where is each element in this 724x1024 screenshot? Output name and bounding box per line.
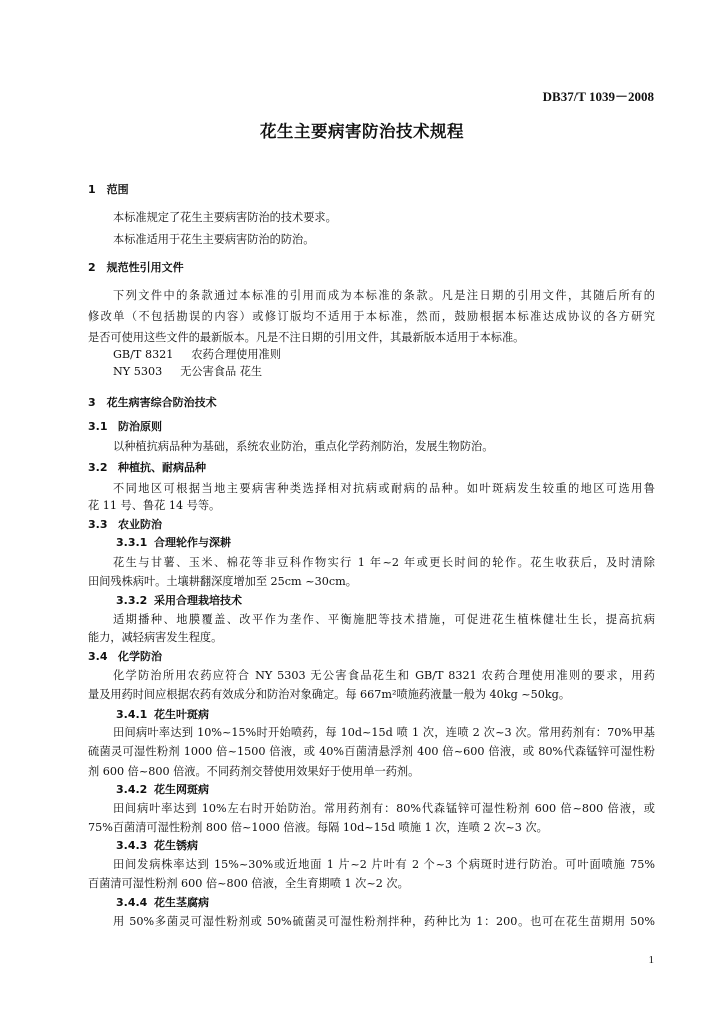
clause-title: 合理轮作与深耕 xyxy=(154,536,231,549)
standard-number: DB37/T 1039－2008 xyxy=(542,89,654,104)
subsection-number: 3.1 xyxy=(88,420,108,433)
section-heading-scope: 1 范围 xyxy=(88,183,129,196)
paragraph-line: 能力，减轻病害发生程度。 xyxy=(88,631,223,644)
paragraph-line: 田间发病株率达到 15%~30%或近地面 1 片~2 片叶有 2 个~3 个病斑时进行防治。可叶面喷施 75% xyxy=(113,858,655,871)
paragraph-line: 百菌清可湿性粉剂 600 倍~800 倍液，全生育期喷 1 次~2 次。 xyxy=(88,877,409,890)
paragraph-line: 本标准规定了花生主要病害防治的技术要求。 xyxy=(113,211,337,224)
clause-title: 花生叶斑病 xyxy=(154,708,209,721)
section-heading-techniques: 3 花生病害综合防治技术 xyxy=(88,396,217,409)
subsection-heading xyxy=(88,518,162,532)
subsection-number: 3.4 xyxy=(88,650,108,663)
clause-heading xyxy=(116,536,231,550)
clause-title: 花生茎腐病 xyxy=(154,896,209,909)
clause-number: 3.3.2 xyxy=(116,594,148,607)
paragraph-line: 剂 600 倍~800 倍液。不同药剂交替使用效果好于使用单一药剂。 xyxy=(88,765,420,778)
paragraph-line: 花生与甘薯、玉米、棉花等非豆科作物实行 1 年~2 年或更长时间的轮作。花生收获后，及时清除 xyxy=(113,556,655,569)
paragraph-line: 田间病叶率达到 10%~15%时开始喷药，每 10d~15d 喷 1 次，连喷 2 次~3 次。常用药剂有：70%甲基 xyxy=(113,726,655,739)
reference-title: 无公害食品 花生 xyxy=(180,365,263,378)
reference-code: NY 5303 xyxy=(113,365,163,378)
subsection-heading xyxy=(88,461,206,475)
document-title: 花生主要病害防治技术规程 xyxy=(260,122,464,141)
paragraph-line: 用 50%多菌灵可湿性粉剂或 50%硫菌灵可湿性粉剂拌种，药种比为 1：200。也可在花生苗期用 50% xyxy=(113,915,655,928)
paragraph-line: 修改单（不包括勘误的内容）或修订版均不适用于本标准，然而，鼓励根据本标准达成协议的各方研究 xyxy=(88,310,655,323)
paragraph-line: 不同地区可根据当地主要病害种类选择相对抗病或耐病的品种。如叶斑病发生较重的地区可选用鲁 xyxy=(113,482,655,495)
clause-title: 采用合理栽培技术 xyxy=(154,594,242,607)
clause-number: 3.3.1 xyxy=(116,536,148,549)
subsection-title: 防治原则 xyxy=(118,420,162,433)
paragraph-line: 化学防治所用农药应符合 NY 5303 无公害食品花生和 GB/T 8321 农药合理使用准则的要求，用药 xyxy=(113,669,655,682)
clause-heading xyxy=(116,708,209,722)
subsection-heading xyxy=(88,420,162,434)
subsection-number: 3.2 xyxy=(88,461,108,474)
clause-number: 3.4.2 xyxy=(116,783,148,796)
clause-number: 3.4.4 xyxy=(116,896,148,909)
clause-heading xyxy=(116,594,242,608)
subsection-title: 农业防治 xyxy=(118,518,162,531)
paragraph-line: 田间残株病叶。土壤耕翻深度增加至 25cm ~30cm。 xyxy=(88,575,357,588)
clause-title: 花生锈病 xyxy=(154,839,198,852)
subsection-title: 化学防治 xyxy=(118,650,162,663)
paragraph-line: 田间病叶率达到 10%左右时开始防治。常用药剂有：80%代森锰锌可湿性粉剂 600 倍~800 倍液，或 xyxy=(113,802,655,815)
clause-title: 花生网斑病 xyxy=(154,783,209,796)
paragraph-line: 75%百菌清可湿性粉剂 800 倍~1000 倍液。每隔 10d~15d 喷施 1 次，连喷 2 次~3 次。 xyxy=(88,821,548,834)
paragraph-line: 花 11 号、鲁花 14 号等。 xyxy=(88,499,221,512)
reference-gb-t-8321 xyxy=(113,348,281,362)
page-number: 1 xyxy=(648,954,654,966)
section-heading-references: 2 规范性引用文件 xyxy=(88,261,184,274)
reference-code: GB/T 8321 xyxy=(113,348,174,361)
paragraph-line: 以种植抗病品种为基础，系统农业防治，重点化学药剂防治，发展生物防治。 xyxy=(113,440,494,453)
subsection-heading xyxy=(88,650,162,664)
subsection-title: 种植抗、耐病品种 xyxy=(118,461,206,474)
reference-title: 农药合理使用准则 xyxy=(191,348,281,361)
paragraph-line: 量及用药时间应根据农药有效成分和防治对象确定。每 667m²喷施药液量一般为 40kg ~50kg。 xyxy=(88,688,571,701)
clause-heading xyxy=(116,783,209,797)
clause-heading xyxy=(116,839,198,853)
subsection-number: 3.3 xyxy=(88,518,108,531)
paragraph-line: 本标准适用于花生主要病害防治的防治。 xyxy=(113,233,315,246)
paragraph-line: 硫菌灵可湿性粉剂 1000 倍~1500 倍液，或 40%百菌清悬浮剂 400 倍~600 倍液，或 80%代森锰锌可湿性粉 xyxy=(88,745,655,758)
clause-heading xyxy=(116,896,209,910)
paragraph-line: 适期播种、地膜覆盖、改平作为垄作、平衡施肥等技术措施，可促进花生植株健壮生长，提高抗病 xyxy=(113,613,655,626)
clause-number: 3.4.1 xyxy=(116,708,148,721)
paragraph-line: 下列文件中的条款通过本标准的引用而成为本标准的条款。凡是注日期的引用文件，其随后所有的 xyxy=(113,289,655,302)
paragraph-line: 是否可使用这些文件的最新版本。凡是不注日期的引用文件，其最新版本适用于本标准。 xyxy=(88,331,525,344)
clause-number: 3.4.3 xyxy=(116,839,148,852)
reference-ny-5303 xyxy=(113,365,262,379)
